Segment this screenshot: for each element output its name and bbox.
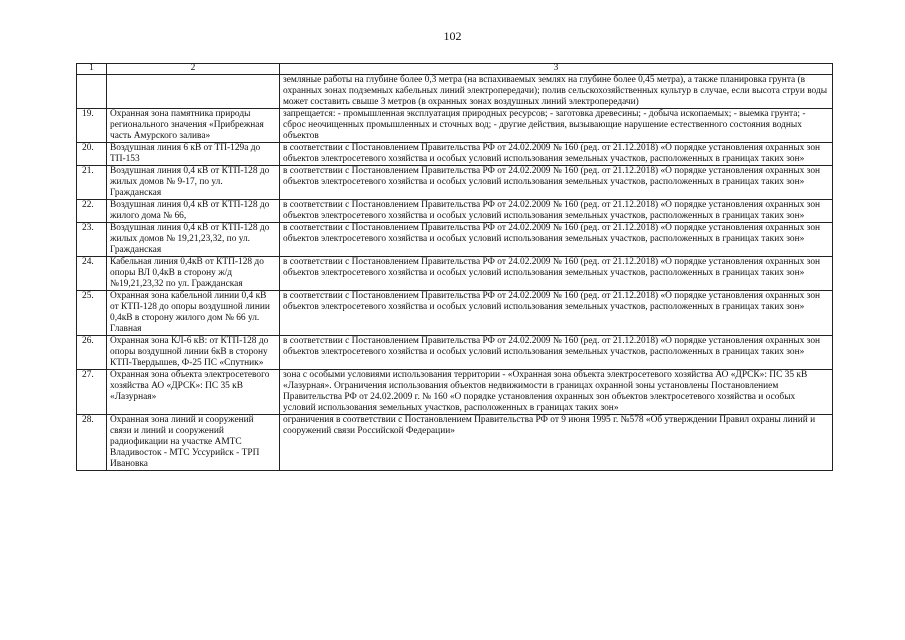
restriction-text-cell: в соответствии с Постановлением Правительства РФ от 24.02.2009 № 160 (ред. от 21.12.2018) «О порядке установления охранных зон объектов электросетевого хозяйства и особых условий использования земельных участков, расположенных в границах таких зон» [280,291,833,336]
table-row [77,200,833,223]
row-number-cell: 28. [77,415,107,471]
row-number-cell: 21. [77,166,107,200]
row-number-cell: 27. [77,370,107,415]
object-name-cell: Воздушная линия 0,4 кВ от КТП-128 до жилых домов № 9-17, по ул. Гражданская [107,166,280,200]
restriction-text-cell: в соответствии с Постановлением Правительства РФ от 24.02.2009 № 160 (ред. от 21.12.2018) «О порядке установления охранных зон объектов электросетевого хозяйства и особых условий использования земельных участков, расположенных в границах таких зон» [280,143,833,166]
row-number-cell: 23. [77,223,107,257]
object-name-cell: Охранная зона кабельной линии 0,4 кВ от КТП-128 до опоры воздушной линии 0,4кВ в сторону жилого дом № 66 ул. Главная [107,291,280,336]
restriction-text-cell: в соответствии с Постановлением Правительства РФ от 24.02.2009 № 160 (ред. от 21.12.2018) «О порядке установления охранных зон объектов электросетевого хозяйства и особых условий использования земельных участков, расположенных в границах таких зон» [280,200,833,223]
object-name-cell: Охранная зона памятника природы регионального значения «Прибрежная часть Амурского залива» [107,109,280,143]
column-header: 2 [107,64,280,75]
restriction-text-cell: земляные работы на глубине более 0,3 метра (на вспахиваемых землях на глубине более 0,45 метра), а также планировка грунта (в охранных зонах подземных кабельных линий электропередачи); полив сельскохозяйственных культур в случае, если высота струи воды может составить свыше 3 метров (в охранных зонах воздушных линий электропередачи) [280,75,833,109]
object-name-cell: Охранная зона объекта электросетевого хозяйства АО «ДРСК»: ПС 35 кВ «Лазурная» [107,370,280,415]
object-name-cell [107,75,280,109]
table-row [77,223,833,257]
row-number-cell: 19. [77,109,107,143]
column-header: 3 [280,64,833,75]
row-number-cell [77,75,107,109]
table-header-row [77,64,833,75]
table-row [77,143,833,166]
restriction-text-cell: в соответствии с Постановлением Правительства РФ от 24.02.2009 № 160 (ред. от 21.12.2018) «О порядке установления охранных зон объектов электросетевого хозяйства и особых условий использования земельных участков, расположенных в границах таких зон» [280,166,833,200]
restriction-text-cell: запрещается: - промышленная эксплуатация природных ресурсов; - заготовка древесины; - добыча ископаемых; - выемка грунта; - сброс неочищенных промышленных и сточных вод; - другие действия, вызывающие нарушение естественного состояния водных объектов [280,109,833,143]
row-number-cell: 20. [77,143,107,166]
table-row [77,166,833,200]
object-name-cell: Кабельная линия 0,4кВ от КТП-128 до опоры ВЛ 0,4кВ в сторону ж/д №19,21,23,32 по ул. Гражданская [107,257,280,291]
row-number-cell: 26. [77,336,107,370]
object-name-cell: Воздушная линия 0,4 кВ от КТП-128 до жилого дома № 66, [107,200,280,223]
column-header: 1 [77,64,107,75]
restriction-text-cell: зона с особыми условиями использования территории - «Охранная зона объекта электросетевого хозяйства АО «ДРСК»: ПС 35 кВ «Лазурная». Ограничения использования объектов недвижимости в границах охранной зоны установлены Постановлением Правительства РФ от 24.02.2009 г. № 160 «О порядке установления охранных зон объектов электросетевого хозяйства и особых условий использования земельных участков, расположенных в границах таких зон» [280,370,833,415]
object-name-cell: Воздушная линия 6 кВ от ТП-129а до ТП-153 [107,143,280,166]
restriction-text-cell: в соответствии с Постановлением Правительства РФ от 24.02.2009 № 160 (ред. от 21.12.2018) «О порядке установления охранных зон объектов электросетевого хозяйства и особых условий использования земельных участков, расположенных в границах таких зон» [280,257,833,291]
table-row [77,415,833,471]
row-number-cell: 24. [77,257,107,291]
row-number-cell: 22. [77,200,107,223]
object-name-cell: Охранная зона КЛ-6 кВ: от КТП-128 до опоры воздушной линии 6кВ в сторону КТП-Твердышев, Ф-25 ПС «Спутник» [107,336,280,370]
restriction-text-cell: в соответствии с Постановлением Правительства РФ от 24.02.2009 № 160 (ред. от 21.12.2018) «О порядке установления охранных зон объектов электросетевого хозяйства и особых условий использования земельных участков, расположенных в границах таких зон» [280,336,833,370]
row-number-cell: 25. [77,291,107,336]
table-row [77,336,833,370]
table-row [77,75,833,109]
table-row [77,109,833,143]
object-name-cell: Охранная зона линий и сооружений связи и линий и сооружений радиофикации на участке АМТС Владивосток - МТС Уссурийск - ТРП Ивановка [107,415,280,471]
table-row [77,370,833,415]
object-name-cell: Воздушная линия 0,4 кВ от КТП-128 до жилых домов № 19,21,23,32, по ул. Гражданская [107,223,280,257]
table-row [77,291,833,336]
restrictions-table [76,63,833,471]
restriction-text-cell: ограничения в соответствии с Постановлением Правительства РФ от 9 июня 1995 г. №578 «Об утверждении Правил охраны линий и сооружений связи Российской Федерации» [280,415,833,471]
page-number: 102 [443,29,462,43]
restriction-text-cell: в соответствии с Постановлением Правительства РФ от 24.02.2009 № 160 (ред. от 21.12.2018) «О порядке установления охранных зон объектов электросетевого хозяйства и особых условий использования земельных участков, расположенных в границах таких зон» [280,223,833,257]
table-row [77,257,833,291]
